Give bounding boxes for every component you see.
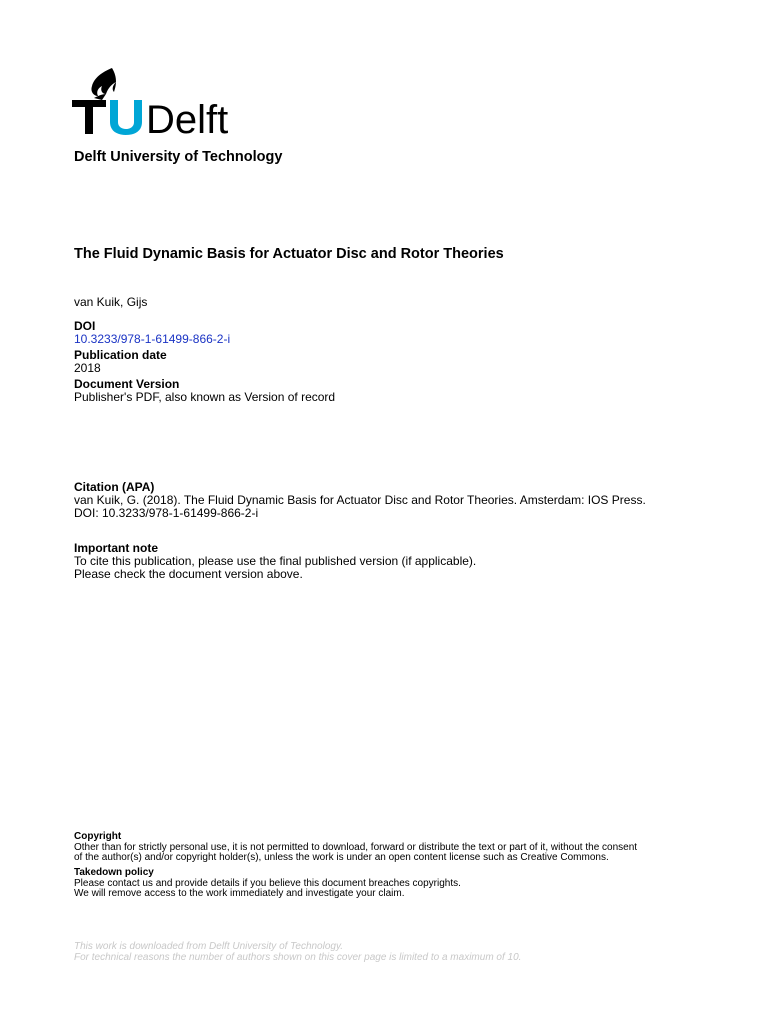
citation-line-2: DOI: 10.3233/978-1-61499-866-2-i: [74, 506, 259, 520]
important-note-line-1: To cite this publication, please use the final published version (if applicable).: [74, 554, 477, 568]
takedown-section: [74, 868, 461, 900]
takedown-line-1: Please contact us and provide details if you believe this document breaches copyrights.: [74, 877, 461, 889]
takedown-line-2: We will remove access to the work immediately and investigate your claim.: [74, 888, 405, 899]
important-note-label: Important note: [74, 541, 158, 555]
publication-title: The Fluid Dynamic Basis for Actuator Disc and Rotor Theories: [74, 246, 504, 262]
publication-date-label: Publication date: [74, 348, 167, 362]
copyright-section: [74, 832, 637, 864]
flame-logo-icon: [72, 66, 262, 138]
doi-link[interactable]: 10.3233/978-1-61499-866-2-i: [74, 332, 231, 346]
svg-text:Delft: Delft: [146, 98, 229, 138]
doi-section: [74, 320, 335, 404]
takedown-label: Takedown policy: [74, 867, 154, 878]
citation-section: [74, 481, 646, 520]
footer-line-2: For technical reasons the number of authors shown on this cover page is limited to a maximum of 10.: [74, 952, 522, 963]
author: van Kuik, Gijs: [74, 295, 148, 309]
tu-delft-logo: [72, 66, 262, 138]
document-version-label: Document Version: [74, 377, 180, 391]
copyright-line-1: Other than for strictly personal use, it is not permitted to download, forward or distribute the text or part of it, without the consent: [74, 841, 638, 853]
doi-label: DOI: [74, 319, 96, 333]
footer-line-1: This work is downloaded from Delft University of Technology.: [74, 941, 344, 952]
copyright-line-2: of the author(s) and/or copyright holder(s), unless the work is under an open content license such as Creative Commons.: [74, 852, 609, 863]
document-version-value: Publisher's PDF, also known as Version of record: [74, 390, 336, 404]
copyright-label: Copyright: [74, 831, 122, 842]
publication-date-value: 2018: [74, 361, 101, 375]
download-footer: [74, 941, 521, 963]
important-note-line-2: Please check the document version above.: [74, 567, 303, 581]
citation-line-1: van Kuik, G. (2018). The Fluid Dynamic Basis for Actuator Disc and Rotor Theories. Amsterdam: IOS Press.: [74, 493, 646, 507]
citation-label: Citation (APA): [74, 480, 155, 494]
important-note-section: [74, 542, 476, 581]
institution-name: Delft University of Technology: [74, 149, 283, 165]
